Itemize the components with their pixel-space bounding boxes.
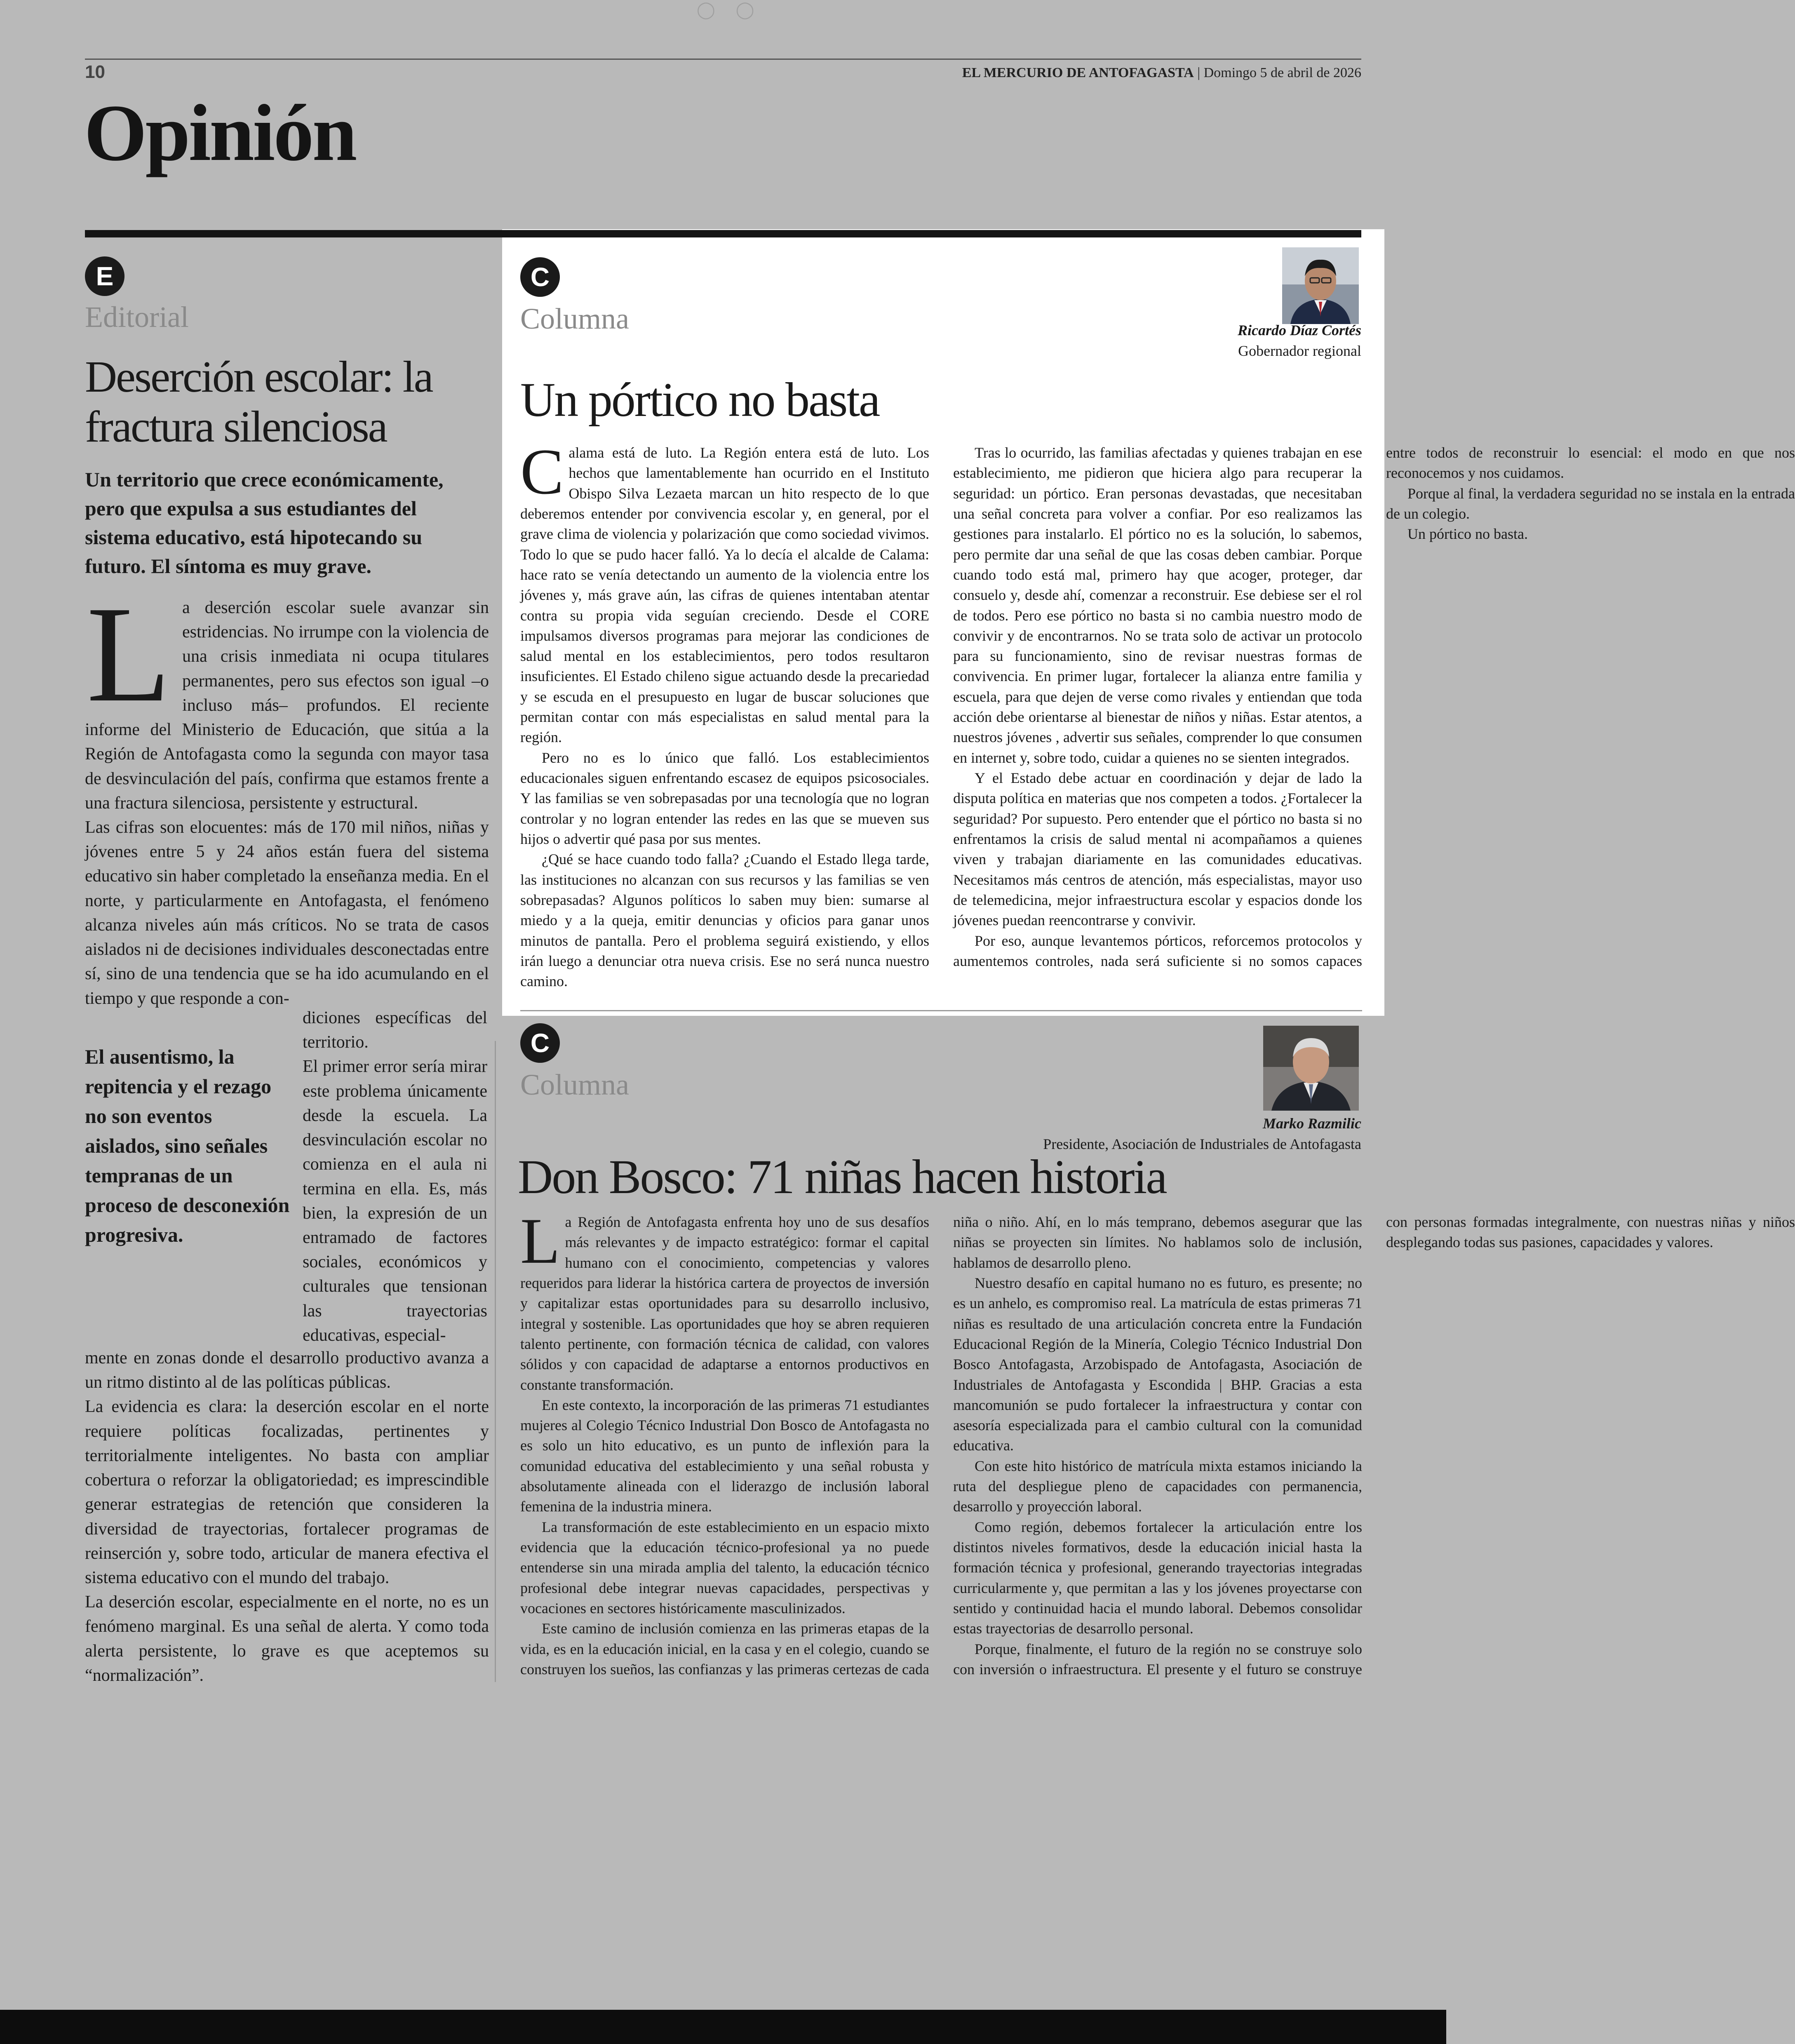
column1-label: Columna [520,302,629,335]
column1-badge: C [520,257,560,297]
author-portrait-icon [1263,1026,1359,1111]
column2-paragraph: Porque, finalmente, el futuro de la región no se construye solo con inversión o infraestructura. El presente y el futuro se construye con personas formadas integralmente, con nuestras niñas y niños desplegando todas sus pasiones, capacidades y valores. [953,1214,1795,1677]
editorial-paragraph: mente en zonas donde el desarrollo productivo avanza a un ritmo distinto al de las políticas públicas. [85,1349,489,1392]
column2-label: Columna [520,1068,629,1101]
editorial-paragraph: La deserción escolar, especialmente en el norte, no es un fenómeno marginal. Es una señal de alerta. Y como toda alerta persistente, lo grave es que aceptemos su “normalización”. [85,1593,489,1685]
editorial-paragraph: Las cifras son elocuentes: más de 170 mil niños, niñas y jóvenes entre 5 y 24 años están fuera del sistema educativo sin haber completado la enseñanza media. En el norte, y particularmente en Antofagasta, el fenómeno alcanza niveles aún más críticos. No se trata de casos aislados ni de decisiones individuales desconectadas entre sí, sino de una tendencia que se ha ido acumulando en el tiempo y que responde a con- [85,818,489,1008]
column1-body [520,436,1795,995]
masthead-separator: | [1194,65,1204,80]
editorial-lede: Un territorio que crece económicamente, pero que expulsa a sus estudiantes del sistema educativo, está hipotecando su futuro. El síntoma es muy grave. [85,468,444,578]
editorial-paragraph: a deserción escolar suele avanzar sin estridencias. No irrumpe con la violencia de una crisis inmediata ni ocupa titulares permanentes, pero sus efectos son igual –o incluso más– profundos. El reciente informe del Ministerio de Educación, que sitúa a la Región de Antofagasta como la segunda con mayor tasa de desvinculación del país, confirma que estamos frente a una fractura silenciosa, persistente y estructural. [85,598,489,813]
column2-paragraph: La Región de Antofagasta enfrenta hoy uno de sus desafíos más relevantes y de impacto estratégico: formar el capital humano con el conocimiento, competencias y valores requeridos para liderar la histórica cartera de proyectos de inversión y capitalizar estas oportunidades para su desarrollo inclusivo, integral y sostenible. Las oportunidades que hoy se abren requieren talento pertinente, con formación técnica de calidad, con valores sólidos y con capacidad de adaptarse a entornos productivos en constante transformación. [520,1205,929,1393]
column1-author-role: Gobernador regional [1238,343,1361,359]
column1-paragraph: Tras lo ocurrido, las familias afectadas y quienes trabajan en ese establecimiento, me pidieron que hiciera algo para recuperar la seguridad: un pórtico. Eran personas devastadas, que necesitaban una señal concreta para volver a confiar. Por eso realizamos las gestiones para instalarlo. El pórtico no es la solución, lo sabemos, pero permite dar una señal de que las cosas deben cambiar. Porque cuando todo está mal, primero hay que acoger, proteger, dar consuelo y, desde ahí, comenzar a reconstruir. Ese debiese ser el rol de todos. Pero ese pórtico no basta si no cambia nuestro modo de convivir y de encontrarnos. No se trata solo de activar un protocolo para su funcionamiento, sino de revisar nuestras formas de convivencia. En primer lugar, fortalecer la alianza entre familia y escuela, para que dejen de verse como rivales y entiendan que toda acción debe orientarse al bienestar de niños y niñas. Estar atentos, a nuestros jóvenes , advertir sus señales, comprender lo que consumen en internet y, sobre todo, cuidar a quienes no se sienten integrados. [953,444,1362,766]
header-rule [85,59,1361,60]
column2-paragraph: Este camino de inclusión comienza en las primeras etapas de la vida, es en la educación inicial, en la casa y en el colegio, cuando se construyen los sueños, las confianzas y las primeras certezas de cada niña o niño. Ahí, en lo más temprano, debemos asegurar que las niñas se proyecten sin límites. No hablamos solo de inclusión, hablamos de desarrollo pleno. [520,1214,1362,1677]
editorial-paragraph: diciones específicas del territorio. [303,1008,487,1052]
editorial-paragraph: El primer error sería mirar este problema únicamente desde la escuela. La desvinculación escolar no comienza en el aula ni termina en ella. Es, más bien, la expresión de un entramado de factores sociales, económicos y culturales que tensionan las trayectorias educativas, especial- [303,1057,487,1345]
editorial-paragraph: La evidencia es clara: la deserción escolar en el norte requiere políticas focalizadas, pertinentes y territorialmente inteligentes. No basta con ampliar cobertura o reforzar la obligatoriedad; es imprescindible generar estrategias de retención que consideren la diversidad de trayectorias, fortalecer programas de reinserción y, sobre todo, articular de manera efectiva el sistema educativo con el mundo del trabajo. [85,1397,489,1587]
masthead [962,65,1361,81]
column1-drop-cap: C [520,436,564,508]
editorial-label: Editorial [85,301,189,334]
column1-paragraph: Por eso, aunque levantemos pórticos, reforcemos protocolos y aumentemos controles, nada será suficiente si no somos capaces entre todos de reconstruir lo esencial: el modo en que nos reconocemos y nos cuidamos. [953,444,1795,969]
column1-author-photo [1282,247,1359,324]
editorial-badge: E [85,256,125,296]
article-divider [520,1010,1362,1011]
column1-headline: Un pórtico no basta [520,373,879,427]
column1-paragraph: Porque al final, la verdadera seguridad no se instala en la entrada de un colegio. [1386,485,1795,522]
column2-paragraph: Con este hito histórico de matrícula mixta estamos iniciando la ruta del despliegue pleno de capacidades con permanencia, desarrollo y proyección laboral. [953,1457,1362,1515]
column2-body [520,1205,1795,1699]
column1-author-name: Ricardo Díaz Cortés [1237,322,1361,338]
editorial-body-bottom [85,1346,489,1688]
column2-author-photo [1263,1026,1359,1111]
editorial-body-narrow [303,1006,487,1348]
editorial-body-top [85,578,489,1011]
column2-author-role: Presidente, Asociación de Industriales de Antofagasta [1043,1136,1361,1152]
page-number: 10 [85,62,105,82]
column1-paragraph: Calama está de luto. La Región entera está de luto. Los hechos que lamentablemente han ocurrido en el Instituto Obispo Silva Lezaeta marcan un hito respecto de lo que deberemos entender por convivencia escolar y, en general, por el grave clima de violencia y polarización que como sociedad vivimos. Todo lo que se pudo hacer falló. Ya lo decía el alcalde de Calama: hace rato se venía detectando un aumento de la violencia entre los jóvenes y, más grave aún, las cifras de quienes intentaban atentar contra su propia vida seguían creciendo. Desde el CORE impulsamos diversos programas para mejorar las condiciones de salud mental en los establecimientos, pero todos resultaron insuficientes. El Estado chileno sigue actuando desde la precariedad y se escuda en el presupuesto en lugar de buscar soluciones que permitan contar con más especialistas en salud mental para la región. [520,436,929,746]
column2-paragraph: En este contexto, la incorporación de las primeras 71 estudiantes mujeres al Colegio Técnico Industrial Don Bosco de Antofagasta no es solo un hito educativo, es un punto de inflexión para la comunidad educativa del establecimiento y una señal robusta y absolutamente alineada con el liderazgo de inclusión laboral femenina de la industria minera. [520,1396,929,1515]
column-divider [495,1041,496,1682]
page-nav-hint[interactable]: ◯ ◯ [697,0,763,19]
column2-headline: Don Bosco: 71 niñas hacen historia [518,1150,1166,1204]
section-title: Opinión [84,88,356,178]
editorial-pullquote: El ausentismo, la repitencia y el rezago no son eventos aislados, sino señales tempranas de un proceso de desconexión progresiva. [85,1045,290,1246]
column2-drop-cap: L [520,1205,560,1277]
column2-paragraph: La transformación de este establecimiento en un espacio mixto evidencia que la educación técnico-profesional ya no puede entenderse sin una mirada amplia del talento, la educación técnico profesional debe integrar nuevas capacidades, perspectivas y vocaciones en sectores históricamente masculinizados. [520,1518,929,1616]
editorial-headline: Deserción escolar: la fractura silenciosa [85,352,432,451]
column1-paragraph: Un pórtico no basta. [1407,526,1528,543]
viewer-bottom-bar [0,2010,1446,2044]
column2-paragraph: Nuestro desafío en capital humano no es futuro, es presente; no es un anhelo, es compromiso real. La matrícula de estas primeras 71 niñas es resultado de una articulación concreta entre la Fundación Educacional Región de la Minería, Colegio Técnico Industrial Don Bosco Antofagasta, Arzobispado de Antofagasta, Asociación de Industriales de Antofagasta y Escondida | BHP. Gracias a esta mancomunión se pudo fortalecer la infraestructura y contar con asesoría especializada para el cambio cultural con la comunidad educativa. [953,1274,1362,1454]
column2-badge: C [520,1023,560,1063]
publication-name: EL MERCURIO DE ANTOFAGASTA [962,65,1194,80]
column1-paragraph: Pero no es lo único que falló. Los establecimientos educacionales siguen enfrentando escasez de equipos psicosociales. Y las familias se ven sobrepasadas por una tecnología que no logran controlar y no logran entender las redes en las que se mueven sus hijos o advertir qué pasa por sus mentes. [520,749,929,847]
column1-paragraph: ¿Qué se hace cuando todo falla? ¿Cuando el Estado llega tarde, las instituciones no alcanzan con sus recursos y las familias se ven sobrepasadas? Algunos políticos lo saben muy bien: sumarse al miedo y a la queja, emitir denuncias y oficios para ganar unos minutos de pantalla. Pero el problema seguirá existiendo, y ellos irán luego a denunciar otra nueva crisis. Ese no será nunca nuestro camino. [520,851,929,990]
column2-author-name: Marko Razmilic [1262,1115,1361,1132]
section-rule [85,230,1361,237]
author-portrait-icon [1282,247,1359,324]
editorial-drop-cap: L [87,578,171,731]
column2-paragraph: Como región, debemos fortalecer la articulación entre los distintos niveles formativos, desde la educación inicial hasta la formación técnica y profesional, generando trayectorias integradas curricularmente y, que permitan a las y los jóvenes proyectarse con sentido y continuidad hacia el mundo laboral. Debemos consolidar estas trayectorias de desarrollo personal. [953,1518,1362,1637]
issue-date: Domingo 5 de abril de 2026 [1203,65,1361,80]
column1-paragraph: Y el Estado debe actuar en coordinación y dejar de lado la disputa política en materias que nos competen a todos. ¿Fortalecer la seguridad? Por supuesto. Pero entender que el pórtico no basta si no enfrentamos la crisis de salud mental ni acompañamos a quienes viven y trabajan diariamente en las comunidades educativas. Necesitamos más centros de atención, más especialistas, mayor uso de telemedicina, mejor infraestructura escolar y espacios donde los jóvenes puedan reencontrarse y convivir. [953,770,1362,929]
